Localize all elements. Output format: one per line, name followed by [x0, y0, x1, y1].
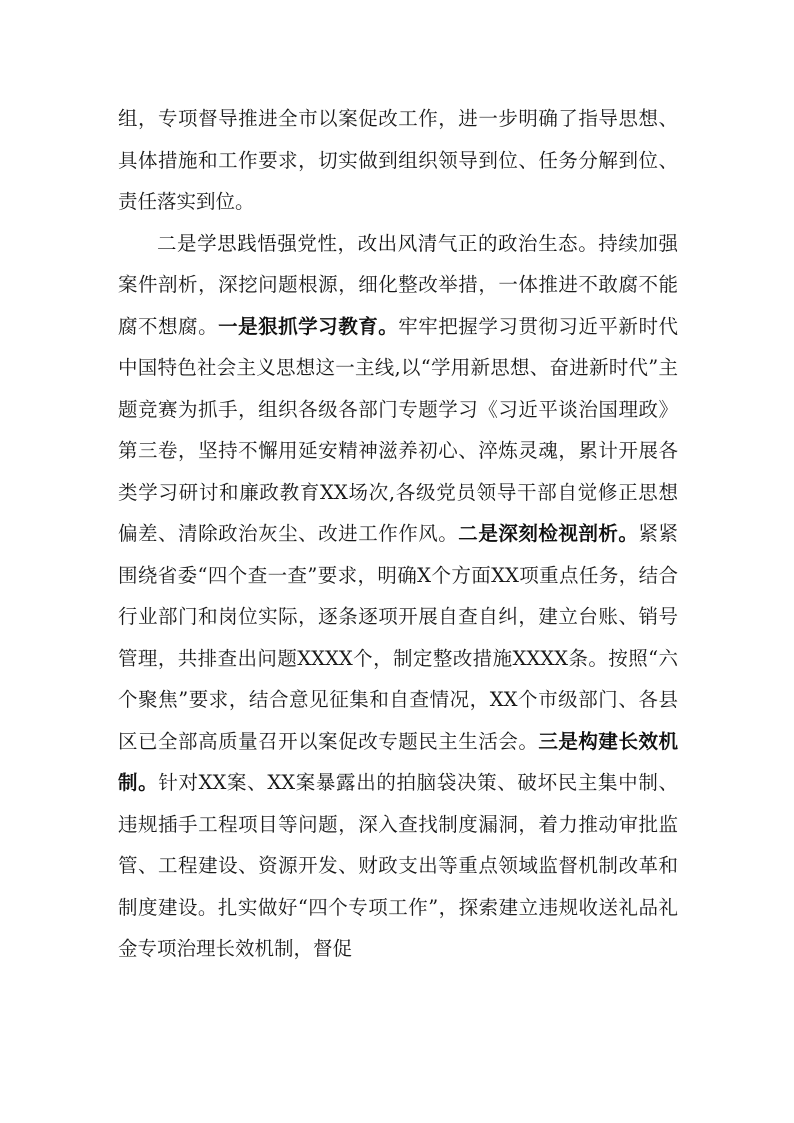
- section-heading: 二是学思践悟强党性，改出风清气正的政治生态。: [157, 231, 599, 255]
- subheading-study-education: 一是狠抓学习教育。: [218, 314, 399, 338]
- document-body: [118, 98, 678, 970]
- paragraph-text: 紧紧围绕省委“四个查一查”要求，明确X个方面XX项重点任务，结合行业部门和岗位实际，逐条逐项开展自查自纠，建立台账、销号管理，共排查出问题XXXX个，制定整改措施XXXX条。按照“六个聚焦”要求，结合意见征集和自查情况，XX个市级部门、各县区已全部高质量召开以案促改专题民主生活会。: [118, 522, 678, 753]
- paragraph-text: 持续加强案件剖析，深挖问题根源，细化整改举措，一体推进不敢腐不能腐不想腐。: [118, 231, 678, 338]
- paragraph-text: 牢牢把握学习贯彻习近平新时代中国特色社会主义思想这一主线,以“学用新思想、奋进新时代”主题竞赛为抓手，组织各级各部门专题学习《习近平谈治国理政》第三卷，坚持不懈用延安精神滋养初心、淬炼灵魂，累计开展各类学习研讨和廉政教育XX场次,各级党员领导干部自觉修正思想偏差、清除政治灰尘、改进工作作风。: [118, 314, 678, 545]
- paragraph-text: 针对XX案、XX案暴露出的拍脑袋决策、破坏民主集中制、违规插手工程项目等问题，深入查找制度漏洞，着力推动审批监管、工程建设、资源开发、财政支出等重点领域监督机制改革和制度建设。扎实做好“四个专项工作”，探索建立违规收送礼品礼金专项治理长效机制，督促: [118, 771, 678, 960]
- subheading-self-examination: 二是深刻检视剖析。: [458, 522, 639, 545]
- paragraph-continuation: 组，专项督导推进全市以案促改工作，进一步明确了指导思想、具体措施和工作要求，切实做到组织领导到位、任务分解到位、责任落实到位。: [118, 107, 678, 213]
- subheading-long-term-mechanism: 三是构建长效机制。: [118, 729, 678, 794]
- paragraph-section-two: [118, 223, 678, 970]
